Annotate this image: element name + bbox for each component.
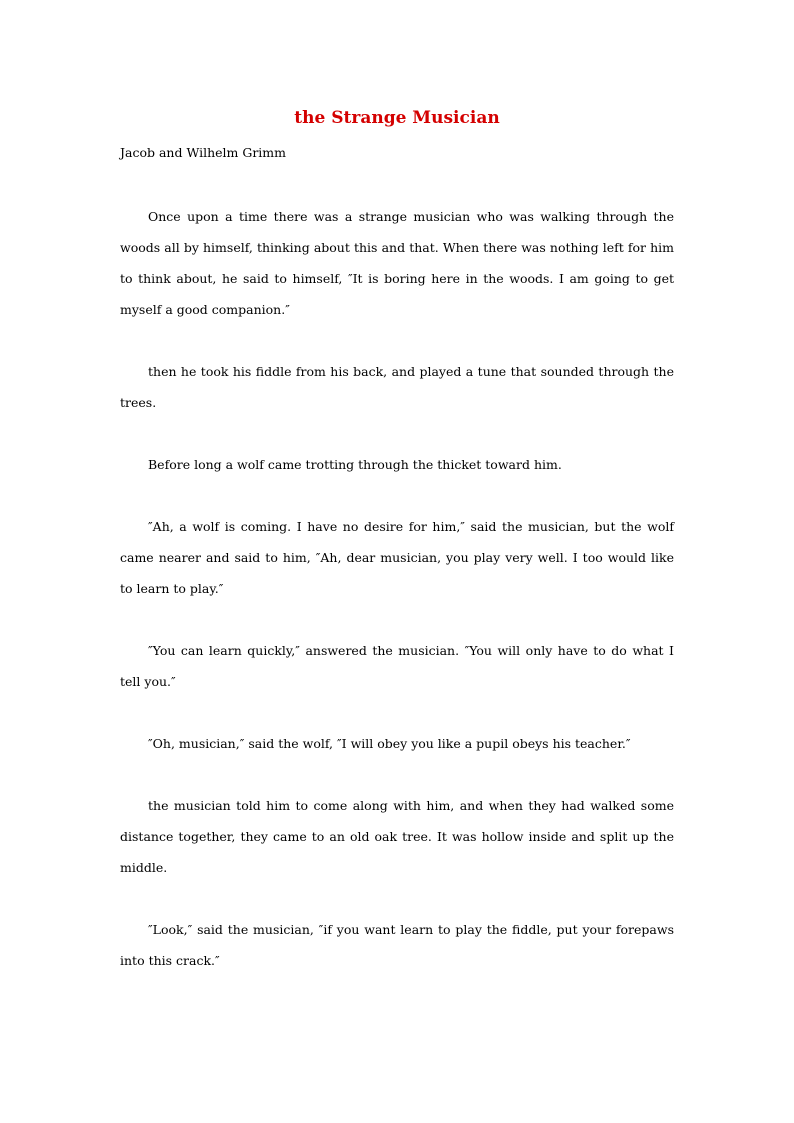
paragraph: Once upon a time there was a strange musician who was walking through the woods all by himself, thinking about this and that. When there was nothing left for him to think about, he said to himself, ″It is boring here in the woods. I am going to get myself a good companion.″ <box>120 209 674 317</box>
document-body <box>120 201 674 1007</box>
document-title: the Strange Musician <box>294 108 500 128</box>
paragraph: then he took his fiddle from his back, and played a tune that sounded through the trees. <box>120 364 674 410</box>
paragraph: ″Oh, musician,″ said the wolf, ″I will obey you like a pupil obeys his teacher.″ <box>148 736 631 751</box>
document-author: Jacob and Wilhelm Grimm <box>120 145 287 160</box>
paragraph: ″You can learn quickly,″ answered the musician. ″You will only have to do what I tell you.″ <box>120 643 674 689</box>
paragraph: the musician told him to come along with him, and when they had walked some distance together, they came to an old oak tree. It was hollow inside and split up the middle. <box>120 798 674 875</box>
paragraph: Before long a wolf came trotting through the thicket toward him. <box>148 457 562 472</box>
paragraph: ″Ah, a wolf is coming. I have no desire for him,″ said the musician, but the wolf came nearer and said to him, ″Ah, dear musician, you play very well. I too would like to learn to play.″ <box>120 519 674 596</box>
paragraph: ″Look,″ said the musician, ″if you want learn to play the fiddle, put your forepaws into this crack.″ <box>120 922 674 968</box>
